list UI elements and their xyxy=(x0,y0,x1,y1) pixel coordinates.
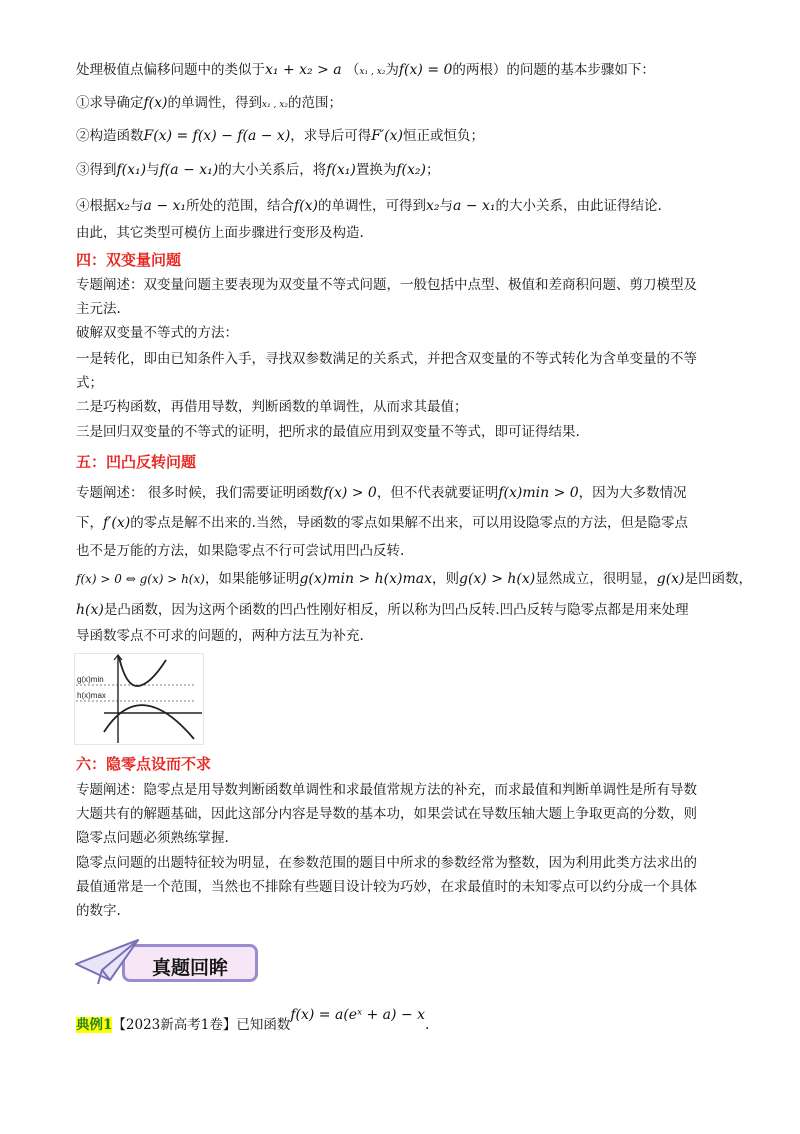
text: ，如果能够证明 xyxy=(204,571,300,587)
section-heading-6: 六：隐零点设而不求 xyxy=(76,755,212,773)
paper-plane-body xyxy=(76,940,138,980)
formula: f(x₁) xyxy=(326,162,356,178)
text: ①求导确定 xyxy=(76,95,144,111)
formula: x₁ , x₂ xyxy=(262,100,288,110)
formula: x₁ + x₂ > a xyxy=(265,62,342,78)
text: 显然成立，很明显， xyxy=(535,571,657,587)
text: 的单调性，可得到 xyxy=(318,198,427,214)
paragraph: 主元法. xyxy=(76,301,121,317)
formula: F′(x) xyxy=(371,128,403,144)
formula: a − x₁ xyxy=(143,198,187,214)
formula: f(x)min > 0 xyxy=(498,485,579,501)
conclusion-text: 由此，其它类型可模仿上面步骤进行变形及构造. xyxy=(76,225,364,241)
step-2 xyxy=(76,127,736,146)
text: ③得到 xyxy=(76,162,117,178)
formula: g(x)min > h(x)max xyxy=(299,571,432,587)
text: ②构造函数 xyxy=(76,128,144,144)
step-4 xyxy=(76,197,736,216)
formula: f(x) xyxy=(294,198,319,214)
formula: f(x) > 0 xyxy=(323,485,377,501)
formula: g(x) xyxy=(656,571,685,587)
text: 是凹函数， xyxy=(684,571,753,587)
paper-plane-icon xyxy=(72,936,142,988)
paragraph: 破解双变量不等式的方法： xyxy=(76,325,238,341)
intro-line xyxy=(76,61,736,82)
formula: x₂ xyxy=(426,198,440,214)
formula: g(x) > h(x) xyxy=(458,571,536,587)
paragraph: 最值通常是一个范围，当然也不排除有些题目设计较为巧妙，在求最值时的未知零点可以约分成一个具体 xyxy=(76,879,697,895)
paragraph xyxy=(76,484,736,503)
banner-label: 真题回眸 xyxy=(151,957,228,979)
text: 与 xyxy=(439,198,454,214)
formula: F(x) = f(x) − f(a − x) xyxy=(143,128,291,144)
text: 专题阐述： 很多时候，我们需要证明函数 xyxy=(76,485,324,501)
text: 与 xyxy=(130,198,144,214)
text: ，因为大多数情况 xyxy=(578,485,687,501)
text: ，求导后可得 xyxy=(290,128,372,144)
banner-pill xyxy=(122,944,258,982)
text: 的单调性，得到 xyxy=(167,95,263,111)
text: 的两根）的问题的基本步骤如下： xyxy=(452,62,655,78)
text: 的范围； xyxy=(287,95,342,111)
formula: f(a − x₁) xyxy=(159,162,219,178)
formula: x₂ xyxy=(116,198,131,214)
formula: f(x) xyxy=(143,95,168,111)
paragraph: 二是巧构函数，再借用导数，判断函数的单调性，从而求其最值； xyxy=(76,399,468,415)
text: ④根据 xyxy=(76,198,117,214)
step-1 xyxy=(76,94,736,115)
g-min-label: g(x)min xyxy=(77,675,104,684)
text: 的大小关系后，将 xyxy=(218,162,327,178)
paragraph: 隐零点问题必须熟练掌握. xyxy=(76,830,229,846)
paragraph: 一是转化，即由已知条件入手，寻找双参数满足的关系式，并把含双变量的不等式转化为含单变量的不等 xyxy=(76,351,697,367)
paragraph xyxy=(76,570,753,589)
section-heading-4: 四：双变量问题 xyxy=(76,251,182,269)
text: 的零点是解不出来的.当然，导函数的零点如果解不出来，可以用设隐零点的方法，但是隐零点 xyxy=(130,515,688,531)
text: ，则 xyxy=(431,571,459,587)
text: （ xyxy=(345,62,360,78)
text: 置换为 xyxy=(355,162,397,178)
paragraph: 式； xyxy=(76,375,103,391)
formula: a − x₁ xyxy=(453,198,496,214)
step-3 xyxy=(76,161,736,180)
formula: h(x) xyxy=(76,602,104,618)
paragraph: 大题共有的解题基础，因此这部分内容是导数的基本功，如果尝试在导数压轴大题上争取更高的分数，则 xyxy=(76,806,697,822)
paragraph: 三是回归双变量的不等式的证明，把所求的最值应用到双变量不等式，即可证得结果. xyxy=(76,424,580,440)
text: 为 xyxy=(385,62,399,78)
section-heading-5: 五：凹凸反转问题 xyxy=(76,453,197,471)
paragraph xyxy=(76,601,736,620)
formula: f(x) > 0 ⇔ g(x) > h(x) xyxy=(76,572,205,586)
review-banner xyxy=(72,936,262,988)
example-source: 【2023新高考1卷】已知函数 xyxy=(112,1017,291,1033)
example-tag: 典例1 xyxy=(76,1017,113,1033)
paragraph: 隐零点问题的出题特征较为明显，在参数范围的题目中所求的参数经常为整数，因为利用此类方法求出的 xyxy=(76,855,697,871)
text: 是凸函数，因为这两个函数的凹凸性刚好相反，所以称为凹凸反转.凹凸反转与隐零点都是用来处理 xyxy=(103,602,689,618)
formula: f(x₂) xyxy=(396,162,426,178)
text: 的大小关系，由此证得结论. xyxy=(495,198,662,214)
text: ； xyxy=(425,162,440,178)
text: 恒正或恒负； xyxy=(403,128,484,144)
formula: f′(x) xyxy=(103,515,131,531)
text: . xyxy=(425,1017,430,1033)
formula: f(x) = a(eˣ + a) − x xyxy=(290,1007,426,1023)
paragraph: 也不是万能的方法，如果隐零点不行可尝试用凹凸反转. xyxy=(76,543,405,559)
paragraph: 专题阐述：双变量问题主要表现为双变量不等式问题，一般包括中点型、极值和差商积问题、剪刀模型及 xyxy=(76,277,697,293)
text: 下， xyxy=(76,515,103,531)
paragraph: 专题阐述：隐零点是用导数判断函数单调性和求最值常规方法的补充，而求最值和判断单调性是所有导数 xyxy=(76,782,697,798)
h-max-label: h(x)max xyxy=(77,691,106,700)
concave-convex-graph xyxy=(74,653,204,745)
paragraph xyxy=(76,514,736,533)
text: 所处的范围，结合 xyxy=(186,198,295,214)
text: 与 xyxy=(146,162,160,178)
formula: f(x) = 0 xyxy=(398,62,453,78)
formula: x₁ , x₂ xyxy=(359,67,386,77)
text: ，但不代表就要证明 xyxy=(376,485,499,501)
paragraph: 的数字. xyxy=(76,903,121,919)
text: 处理极值点偏移问题中的类似于 xyxy=(76,62,265,78)
formula: f(x₁) xyxy=(116,162,147,178)
paragraph: 导函数零点不可求的问题的，两种方法互为补充. xyxy=(76,628,364,644)
example-line xyxy=(76,1007,736,1035)
